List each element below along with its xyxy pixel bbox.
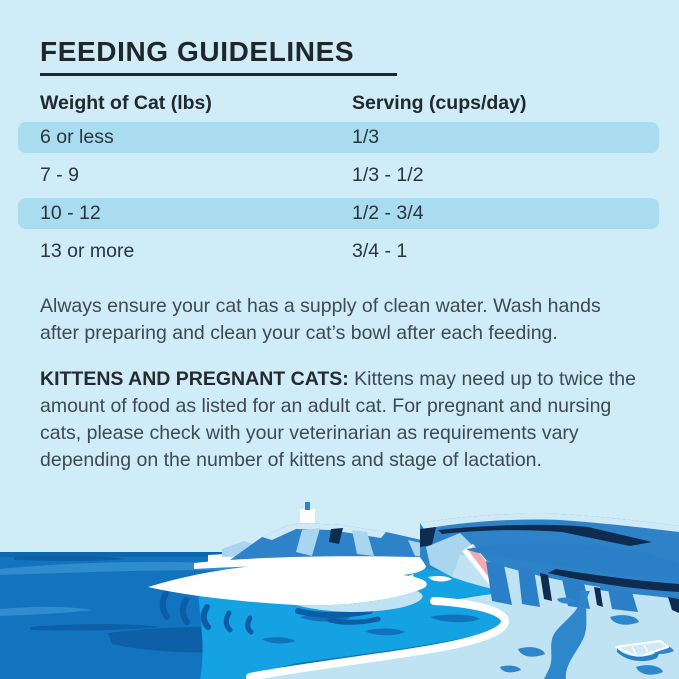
kittens-note-text: Kittens may need up to twice the amount of food as listed for an adult cat. For pregnant and nursing cats, please check with your veterinarian as requirements vary depending on the number of kittens and stage of lactation. (40, 368, 636, 471)
page-title: FEEDING GUIDELINES (40, 36, 355, 67)
title-underline (40, 73, 397, 76)
serving-cell: 1/3 - 1/2 (352, 164, 424, 186)
table-row (18, 160, 659, 191)
clean-water-note: Always ensure your cat has a supply of clean water. Wash hands after preparing and clean your cat’s bowl after each feeding. (40, 295, 601, 344)
column-header-weight: Weight of Cat (lbs) (40, 92, 212, 114)
serving-cell: 1/3 (352, 126, 380, 148)
weight-cell: 6 or less (40, 126, 114, 148)
table-row (18, 122, 659, 153)
feeding-table (18, 122, 659, 267)
weight-cell: 13 or more (40, 240, 135, 262)
table-row (18, 236, 659, 267)
clifftop-building (300, 509, 315, 523)
serving-cell: 1/2 - 3/4 (352, 202, 424, 224)
serving-cell: 3/4 - 1 (352, 240, 408, 262)
table-row (18, 198, 659, 229)
weight-cell: 10 - 12 (40, 202, 101, 224)
weight-cell: 7 - 9 (40, 164, 80, 186)
coastal-illustration (0, 499, 679, 679)
kittens-pregnant-note (40, 366, 639, 474)
kittens-note-label: KITTENS AND PREGNANT CATS: (40, 368, 349, 390)
column-header-serving: Serving (cups/day) (352, 92, 527, 114)
table-header-row (40, 92, 639, 114)
